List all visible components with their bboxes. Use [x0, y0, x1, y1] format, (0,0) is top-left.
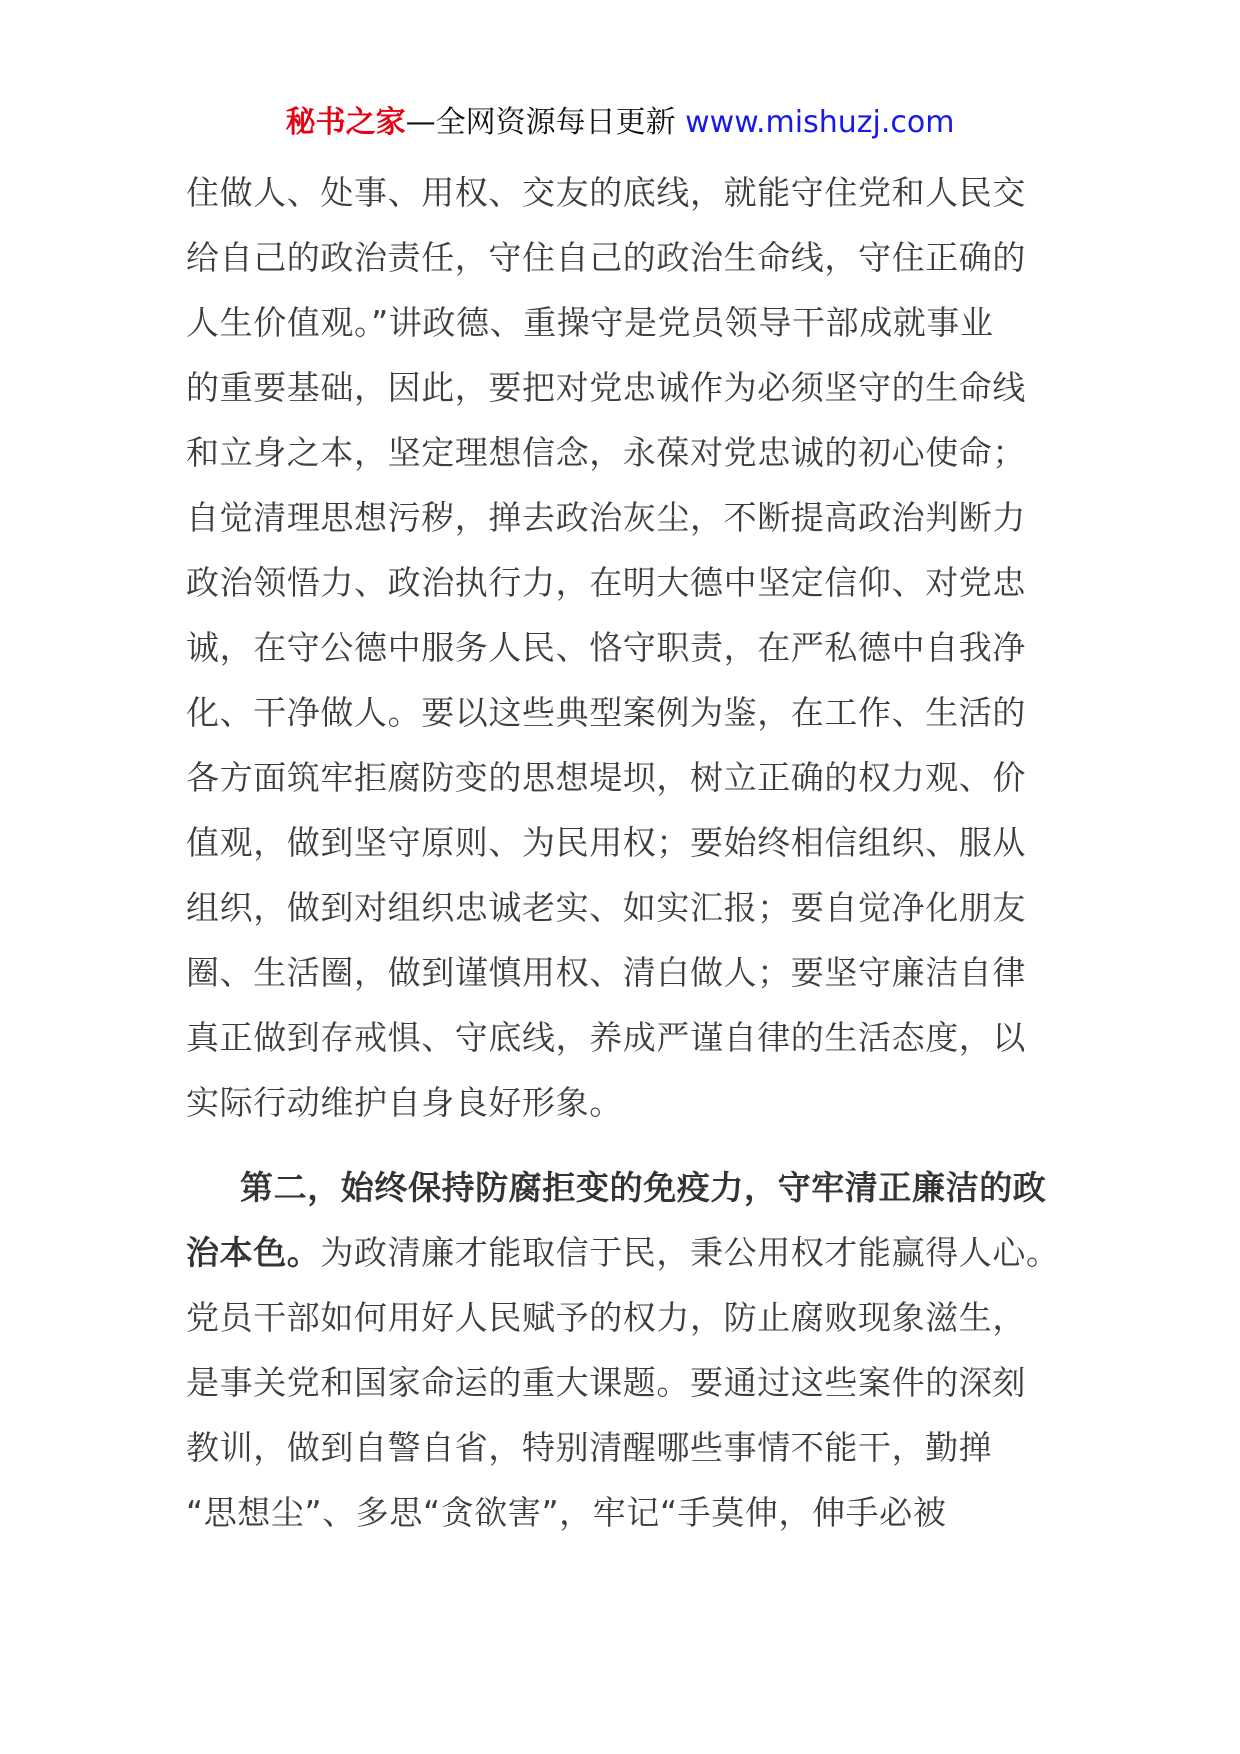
- paragraph-spacer: [186, 1135, 1066, 1155]
- text-line: 化、干净做人。要以这些典型案例为鉴，在工作、生活的: [186, 693, 1026, 732]
- text-line: 政治领悟力、政治执行力，在明大德中坚定信仰、对党忠: [186, 563, 1026, 602]
- text-span: 为政清廉才能取信于民，秉公用权才能赢得人心。: [320, 1233, 1060, 1272]
- text-line: 各方面筑牢拒腐防变的思想堤坝，树立正确的权力观、价: [186, 758, 1026, 797]
- header-brand: 秘书之家: [285, 105, 406, 140]
- text-line: 教训，做到自警自省，特别清醒哪些事情不能干，勤掸: [186, 1428, 993, 1467]
- text-line: 给自己的政治责任，守住自己的政治生命线，守住正确的: [186, 238, 1026, 277]
- text-line: 圈、生活圈，做到谨慎用权、清白做人；要坚守廉洁自律: [186, 953, 1026, 992]
- header-slogan: —全网资源每日更新: [405, 105, 686, 140]
- text-line: 实际行动维护自身良好形象。: [186, 1083, 623, 1122]
- text-line: 和立身之本，坚定理想信念，永葆对党忠诚的初心使命；: [186, 433, 1026, 472]
- section-heading-end: 治本色。: [186, 1233, 321, 1272]
- document-body: [186, 160, 1066, 1545]
- paragraph-2: [186, 1155, 1066, 1545]
- page-header: [0, 100, 1240, 146]
- paragraph-1: [186, 160, 1066, 1135]
- text-line: 组织，做到对组织忠诚老实、如实汇报；要自觉净化朋友: [186, 888, 1026, 927]
- text-line: 人生价值观。”讲政德、重操守是党员领导干部成就事业: [186, 303, 994, 342]
- text-line: 真正做到存戒惧、守底线，养成严谨自律的生活态度，以: [186, 1018, 1026, 1057]
- section-heading-line: 第二，始终保持防腐拒变的免疫力，守牢清正廉洁的政: [240, 1168, 1047, 1207]
- text-line: 值观，做到坚守原则、为民用权；要始终相信组织、服从: [186, 823, 1026, 862]
- text-line: “思想尘”、多思“贪欲害”，牢记“手莫伸，伸手必被: [186, 1493, 947, 1532]
- text-line: 党员干部如何用好人民赋予的权力，防止腐败现象滋生，: [186, 1298, 1026, 1337]
- text-line: 诚，在守公德中服务人民、恪守职责，在严私德中自我净: [186, 628, 1026, 667]
- text-line: 住做人、处事、用权、交友的底线，就能守住党和人民交: [186, 173, 1026, 212]
- text-line: 的重要基础，因此，要把对党忠诚作为必须坚守的生命线: [186, 368, 1026, 407]
- text-line: [186, 1220, 1066, 1285]
- header-url-link[interactable]: www.mishuzj.com: [685, 105, 955, 140]
- text-line: 是事关党和国家命运的重大课题。要通过这些案件的深刻: [186, 1363, 1026, 1402]
- text-line: 自觉清理思想污秽，掸去政治灰尘，不断提高政治判断力: [186, 498, 1026, 537]
